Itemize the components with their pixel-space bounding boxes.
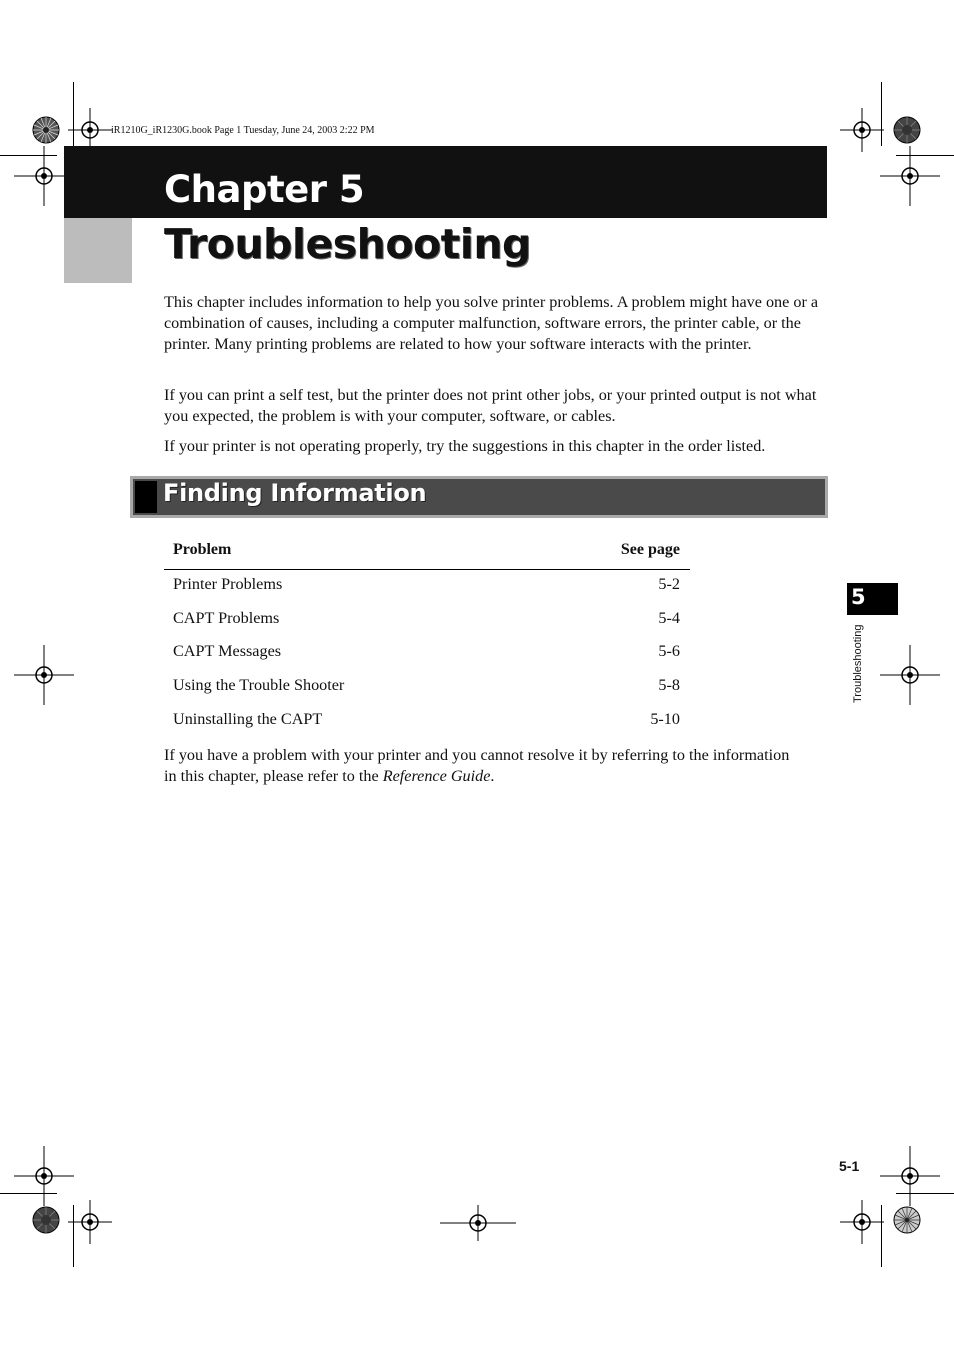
section-title: Finding Information xyxy=(163,479,427,507)
closing-text: If you have a problem with your printer and you cannot resolve it by referring to the information in this chapter, please refer to the xyxy=(164,746,790,785)
registration-target-icon xyxy=(880,146,940,206)
table-header-see-page: See page xyxy=(620,541,680,558)
closing-paragraph xyxy=(164,745,804,787)
table-row-page: 5-10 xyxy=(650,710,680,728)
registration-target-icon xyxy=(840,108,884,152)
registration-target-icon xyxy=(14,1146,74,1206)
registration-target-icon xyxy=(68,1200,112,1244)
star-target-icon xyxy=(893,116,921,144)
table-header-problem: Problem xyxy=(173,541,232,558)
table-row-page: 5-6 xyxy=(658,642,680,660)
print-info-line: iR1210G_iR1230G.book Page 1 Tuesday, June 24, 2003 2:22 PM xyxy=(111,125,375,136)
table-row-problem: CAPT Problems xyxy=(173,609,280,627)
section-heading-marker xyxy=(135,481,157,513)
star-target-icon xyxy=(32,1206,60,1234)
registration-target-icon xyxy=(440,1205,516,1241)
table-row-problem: CAPT Messages xyxy=(173,642,282,660)
page-number: 5-1 xyxy=(839,1158,860,1174)
table-row-page: 5-4 xyxy=(658,609,680,627)
table-row-problem: Printer Problems xyxy=(173,575,283,593)
registration-target-icon xyxy=(840,1200,884,1244)
table-row-page: 5-2 xyxy=(658,575,680,593)
table-row-problem: Using the Trouble Shooter xyxy=(173,676,345,694)
registration-target-icon xyxy=(880,645,940,705)
table-row-problem: Uninstalling the CAPT xyxy=(173,710,323,728)
registration-target-icon xyxy=(880,1146,940,1206)
closing-period: . xyxy=(490,766,495,785)
chapter-banner-accent xyxy=(64,218,132,283)
intro-paragraph: If you can print a self test, but the printer does not print other jobs, or your printed output is not what you expected, the problem is with your computer, software, or cables. xyxy=(164,386,817,425)
table-header-rule xyxy=(164,569,690,570)
star-target-icon xyxy=(32,116,60,144)
intro-paragraph: If your printer is not operating properly, try the suggestions in this chapter in the order listed. xyxy=(164,437,766,455)
chapter-tab-number: 5 xyxy=(851,585,866,609)
chapter-title: Troubleshooting xyxy=(164,220,531,268)
intro-paragraph: This chapter includes information to help you solve printer problems. A problem might have one or a combination of causes, including a computer malfunction, software errors, the printer cable, or the printer. Many printing problems are related to how your software interacts with the printer. xyxy=(164,293,819,353)
chapter-tab-label: Troubleshooting xyxy=(852,624,864,703)
reference-guide-title: Reference Guide xyxy=(382,766,491,785)
chapter-label: Chapter 5 xyxy=(164,168,365,211)
table-row-page: 5-8 xyxy=(658,676,680,694)
registration-target-icon xyxy=(14,645,74,705)
star-target-icon xyxy=(893,1206,921,1234)
